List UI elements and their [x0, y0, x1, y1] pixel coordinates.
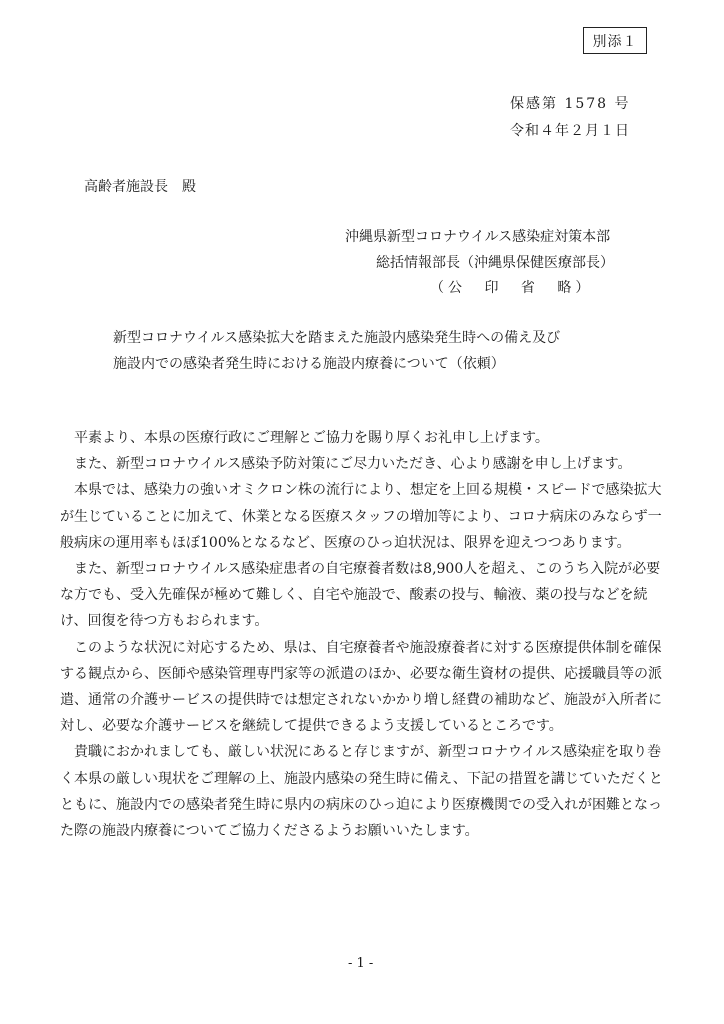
body-paragraph-support: このような状況に対応するため、県は、自宅療養者や施設療養者に対する医療提供体制を確保する観点から、医師や感染管理専門家等の派遣のほか、必要な衛生資材の提供、応援職員等の派遣、通常の介護サービスの提供時では想定されないかかり増し経費の補助など、施設が入所者に対し、必要な介護サービスを継続して提供できるよう支援しているところです。 — [60, 639, 662, 735]
letter-body — [60, 425, 670, 844]
document-number: 保感第 1578 号 — [510, 96, 631, 112]
sender-title: 総括情報部長（沖縄県保健医療部長） — [376, 255, 614, 271]
document-date: 令和４年２月１日 — [510, 123, 630, 139]
body-paragraph-greeting: 平素より、本県の医療行政にご理解とご協力を賜り厚くお礼申し上げます。 — [74, 430, 549, 446]
body-paragraph-request: 貴職におかれましても、厳しい状況にあると存じますが、新型コロナウイルス感染症を取り巻く本県の厳しい現状をご理解の上、施設内感染の発生時に備え、下記の措置を講じていただくとともに、施設内での感染者発生時に県内の病床のひっ迫により医療機関での受入れが困難となった際の施設内療養についてご協力くださるようお願いいたします。 — [60, 744, 663, 840]
seal-omitted-note: （公 印 省 略） — [430, 280, 594, 296]
body-paragraph-home-care: また、新型コロナウイルス感染症患者の自宅療養者数は8,900人を超え、このうち入院が必要な方でも、受入先確保が極めて難しく、自宅や施設で、酸素の投与、輸液、薬の投与などを続け、回復を待つ方もおられます。 — [60, 561, 661, 630]
attachment-label: 別添１ — [583, 27, 647, 54]
page-number: - 1 - — [348, 956, 374, 971]
body-paragraph-situation: 本県では、感染力の強いオミクロン株の流行により、想定を上回る規模・スピードで感染拡大が生じていることに加えて、休業となる医療スタッフの増加等により、コロナ病床のみならず一般病床の運用率もほぼ100%となるなど、医療のひっ迫状況は、限界を迎えつつあります。 — [60, 482, 662, 551]
body-paragraph-thanks: また、新型コロナウイルス感染予防対策にご尽力いただき、心より感謝を申し上げます。 — [74, 456, 632, 473]
sender-organization: 沖縄県新型コロナウイルス感染症対策本部 — [345, 229, 611, 245]
subject-line-2: 施設内での感染者発生時における施設内療養について（依頼） — [113, 356, 505, 372]
addressee: 高齢者施設長 殿 — [84, 179, 196, 195]
subject-line-1: 新型コロナウイルス感染拡大を踏まえた施設内感染発生時への備え及び — [113, 330, 561, 346]
